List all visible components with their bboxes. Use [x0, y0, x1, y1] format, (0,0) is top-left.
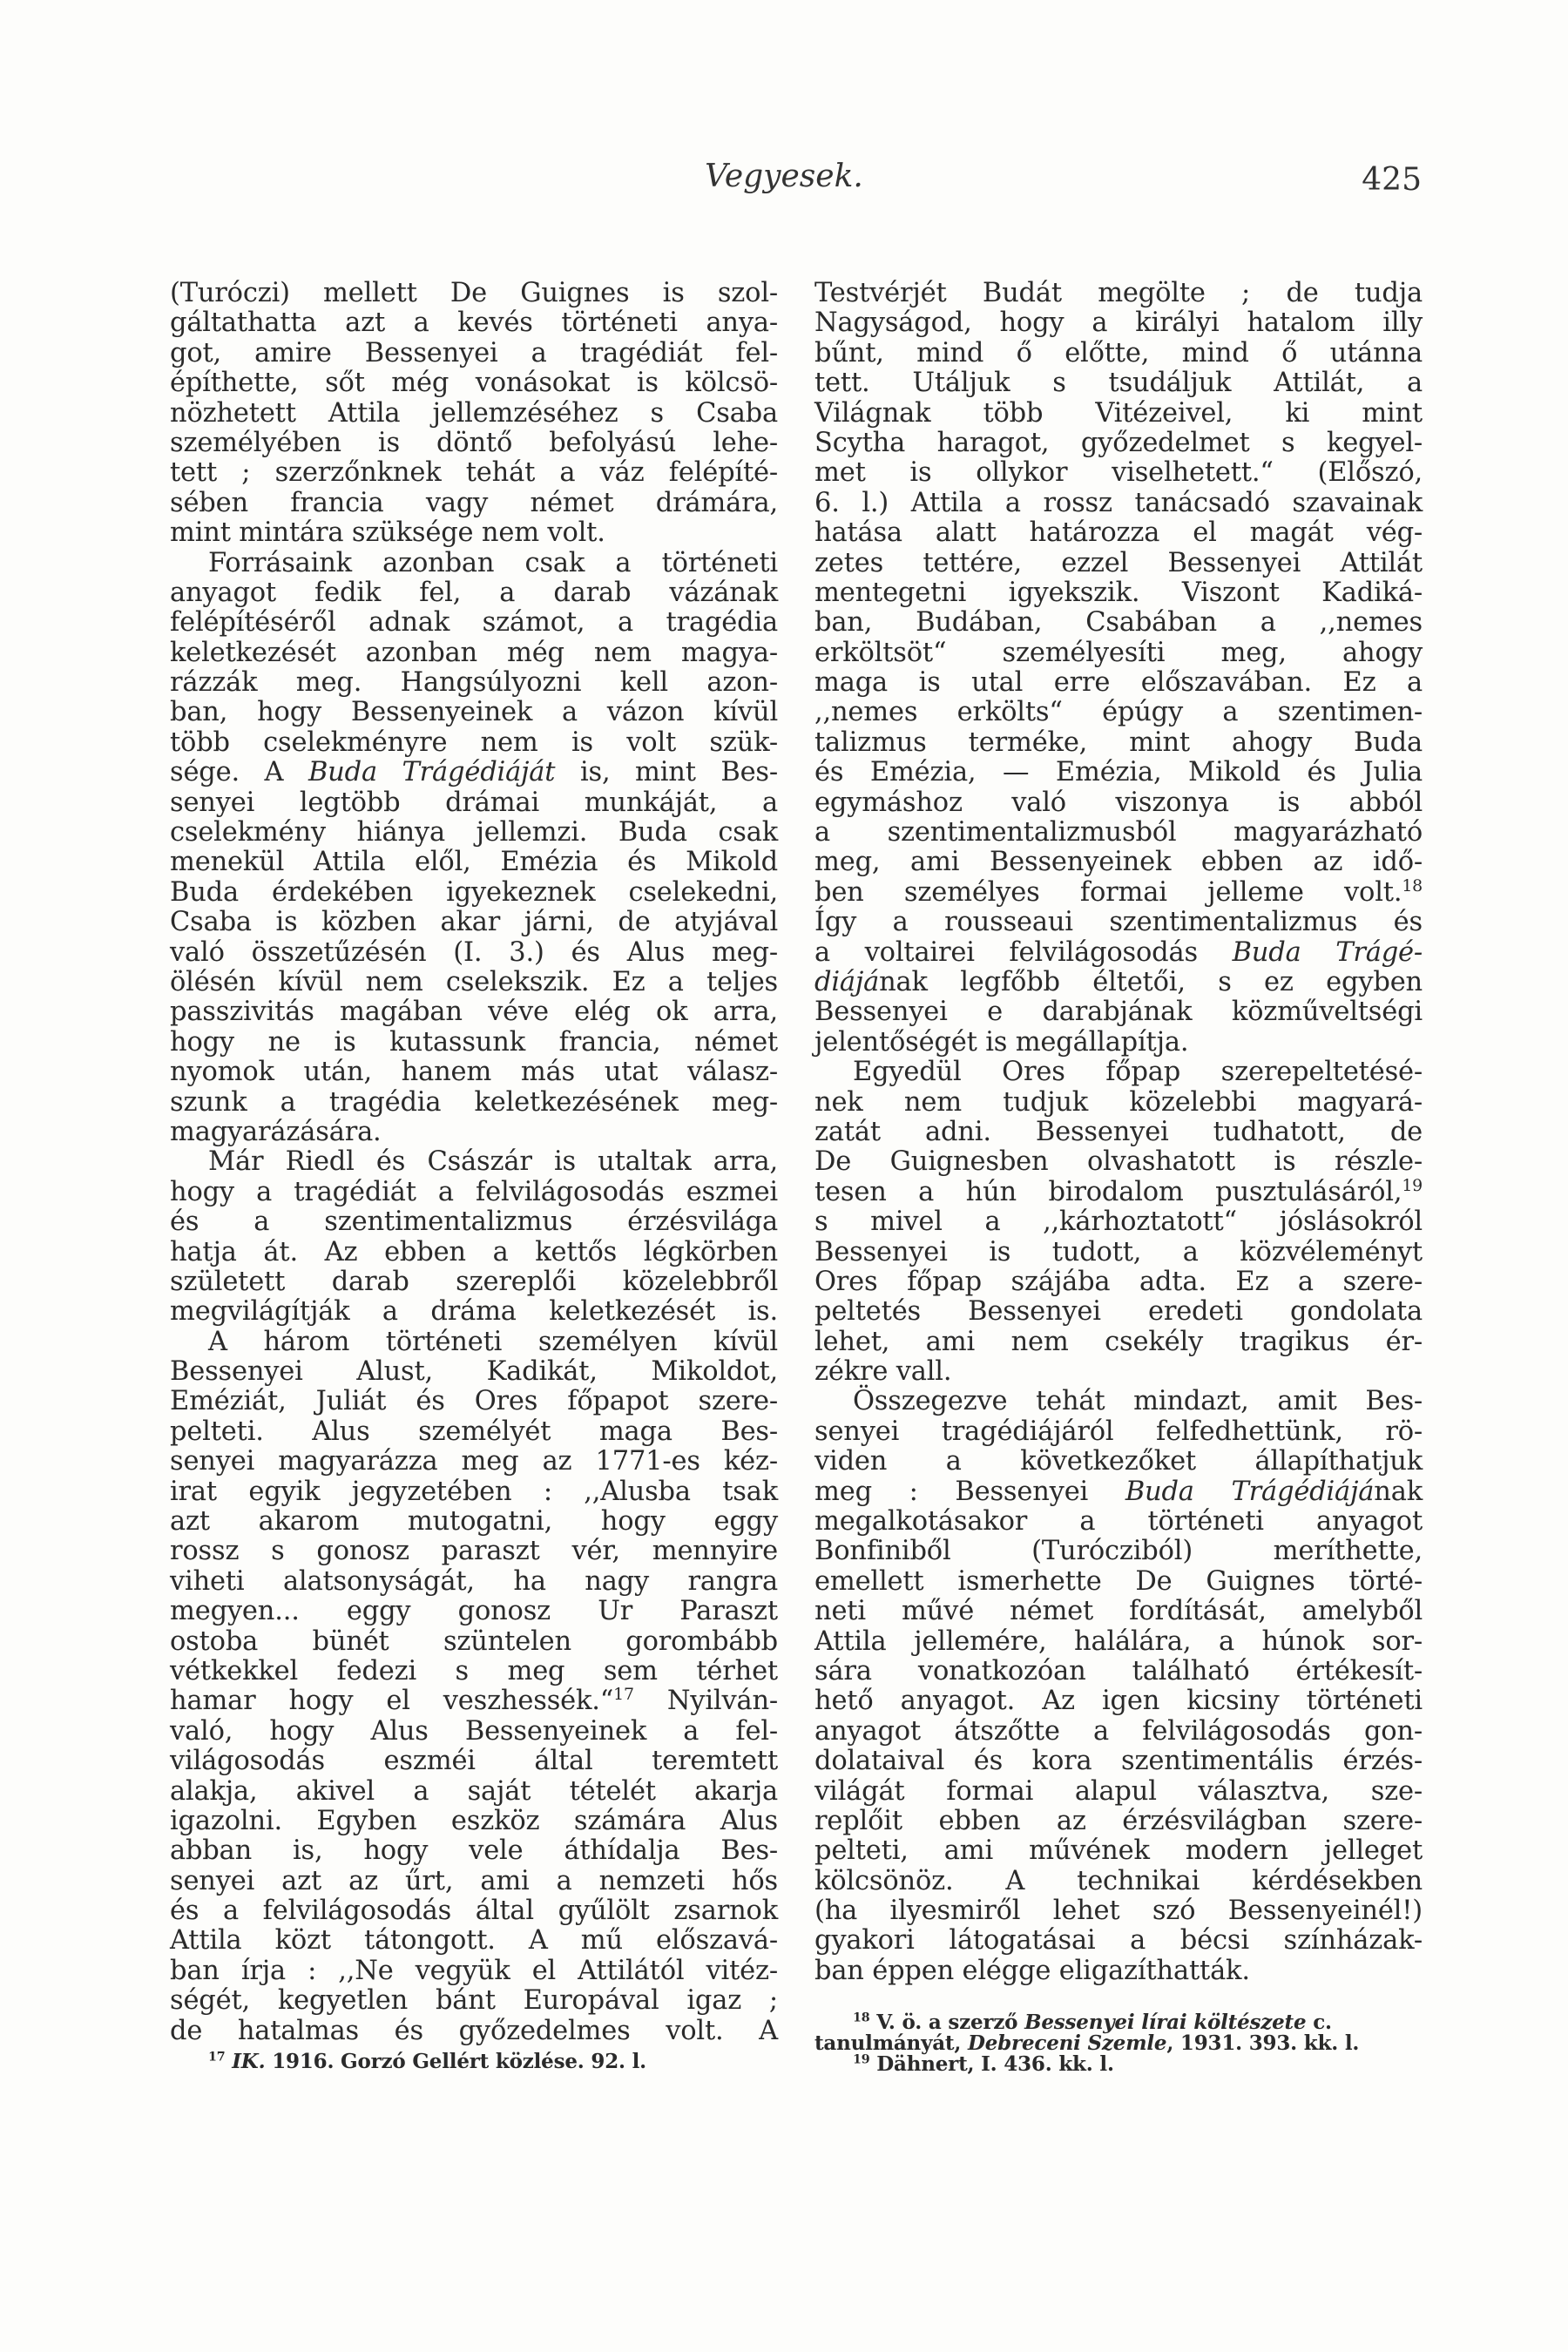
page-number: 425	[1362, 162, 1422, 198]
text-line: született darab szereplői közelebbről	[170, 1266, 778, 1297]
text-line: egymáshoz való viszonya is abból	[814, 787, 1423, 818]
text-line: menekül Attila elől, Emézia és Mikold	[170, 847, 778, 878]
text-line: és a felvilágosodás által gyűlölt zsarnok	[170, 1896, 778, 1927]
text-line: megyen... eggy gonosz Ur Paraszt	[170, 1596, 778, 1627]
right-column	[814, 279, 1423, 2075]
quote-after: Nyilván-	[666, 1686, 779, 1717]
footnote-mark-18: 18	[853, 2011, 870, 2025]
text-line: Testvérjét Budát megölte ; de tudja	[814, 278, 1423, 308]
text-line: felépítéséről adnak számot, a tragédia	[170, 607, 778, 639]
text-line: Ores főpap szájába adta. Ez a szere-	[814, 1266, 1423, 1297]
text-line: szunk a tragédia keletkezésének meg-	[170, 1086, 778, 1118]
text-line: ségét, kegyetlen bánt Europával igaz ;	[170, 1985, 778, 2017]
text-line: passzivitás magában véve elég ok arra,	[170, 997, 778, 1028]
text-line: jelentőségét is megállapítja.	[814, 1026, 1189, 1058]
text-line: anyagot fedik fel, a darab vázának	[170, 577, 778, 608]
text-line: Buda érdekében igyekeznek cselekedni,	[170, 876, 778, 908]
text-line: irat egyik jegyzetében : ,,Alusba tsak	[170, 1476, 778, 1507]
text-line: Bessenyei is tudott, a közvéleményt	[814, 1236, 1423, 1267]
text-line: lehet, ami nem csekély tragikus ér-	[814, 1326, 1423, 1357]
text-line: abban is, hogy vele áthídalja Bes-	[170, 1835, 778, 1867]
text-line: rázzák meg. Hangsúlyozni kell azon-	[170, 667, 778, 699]
sentence: tesen a hún birodalom pusztulásáról,	[814, 1176, 1402, 1207]
text-line: replőit ebben az érzésvilágban szere-	[814, 1805, 1423, 1836]
text-line: Bessenyei e darabjának közműveltségi	[814, 997, 1423, 1028]
text-line: való összetűzésén (I. 3.) és Alus meg-	[170, 936, 778, 968]
text-line: got, amire Bessenyei a tragédiát fel-	[170, 337, 778, 368]
text-line: sára vonatkozóan található értékesít-	[814, 1655, 1423, 1686]
text-line: talizmus terméke, mint ahogy Buda	[814, 727, 1423, 758]
footnote-text: 1916. Gorzó Gellért közlése. 92. l.	[265, 2050, 646, 2074]
text-line: nözhetett Attila jellemzéséhez s Csaba	[170, 397, 778, 429]
text-line: zatát adni. Bessenyei tudhatott, de	[814, 1116, 1423, 1147]
text-line-italic-title: sége. A Buda Trágédiáját is, mint Bes-	[170, 757, 778, 788]
text-line: (Turóczi) mellett De Guignes is szol-	[170, 278, 778, 308]
left-column	[170, 279, 778, 2072]
text-line: zékre vall.	[814, 1356, 952, 1388]
text-line: Világnak több Vitézeivel, ki mint	[814, 397, 1423, 429]
text-line: Egyedül Ores főpap szerepeltetésé-	[853, 1057, 1423, 1088]
text-line: mint mintára szüksége nem volt.	[170, 517, 605, 549]
italic-title: Buda Trágédiáját	[308, 757, 556, 788]
text-line: Összegezve tehát mindazt, amit Bes-	[853, 1386, 1423, 1417]
footnote-text: V. ö. a szerző	[869, 2011, 1025, 2035]
text-line: senyei tragédiájáról felfedhettünk, rö-	[814, 1416, 1423, 1447]
italic-title: Buda Trágé-	[1232, 936, 1423, 968]
text-line: A három történeti személyen kívül	[208, 1326, 778, 1357]
text-line-footnote-ref	[814, 1175, 1423, 1207]
text-line: emellett ismerhette De Guignes törté-	[814, 1565, 1423, 1597]
text-line: nek nem tudjuk közelebbi magyará-	[814, 1086, 1423, 1118]
text-line: erköltsöt“ személyesíti meg, ahogy	[814, 637, 1423, 668]
text-line: De Guignesben olvashatott is részle-	[814, 1146, 1423, 1178]
footnote-text: , 1931. 393. kk. l.	[1166, 2031, 1360, 2056]
footnote-18-cont	[814, 2033, 1423, 2054]
text-line: nyomok után, hanem más utat válasz-	[170, 1057, 778, 1088]
footnote-text: c.	[1306, 2011, 1332, 2035]
section-title: Vegyesek.	[705, 159, 863, 194]
text-line: peltetés Bessenyei eredeti gondolata	[814, 1296, 1423, 1328]
text-line: (ha ilyesmiről lehet szó Bessenyeinél!)	[814, 1896, 1423, 1927]
text-line: igazolni. Egyben eszköz számára Alus	[170, 1805, 778, 1836]
text-line: senyei legtöbb drámai munkáját, a	[170, 787, 778, 818]
footnote-17	[170, 2051, 778, 2072]
text-line: Attila közt tátongott. A mű előszavá-	[170, 1925, 778, 1957]
text-line: Így a rousseaui szentimentalizmus és	[814, 907, 1423, 938]
text-line: Forrásaink azonban csak a történeti	[208, 547, 778, 578]
text-line: tett ; szerzőnknek tehát a váz felépíté-	[170, 457, 778, 489]
text-line: maga is utal erre előszavában. Ez a	[814, 667, 1423, 699]
text-line: azt akarom mutogatni, hogy eggy	[170, 1506, 778, 1538]
footnote-ref-19: 19	[1402, 1175, 1423, 1195]
text-line: Bessenyei Alust, Kadikát, Mikoldot,	[170, 1356, 778, 1388]
footnote-journal: Debreceni Szemle	[967, 2031, 1167, 2056]
text-line: neti művé német fordítását, amelyből	[814, 1596, 1423, 1627]
footnote-mark-19: 19	[853, 2052, 870, 2067]
text-line: hogy a tragédiát a felvilágosodás eszmei	[170, 1176, 778, 1207]
text-line: hatása alatt határozza el magát vég-	[814, 517, 1423, 549]
text-line: met is ollykor viselhetett.“ (Előszó,	[814, 457, 1423, 489]
text-line: hető anyagot. Az igen kicsiny történeti	[814, 1686, 1423, 1717]
text-line: ban, Budában, Csabában a ,,nemes	[814, 607, 1423, 639]
sentence: ben személyes formai jelleme volt.	[814, 876, 1402, 908]
footnotes-right	[814, 2012, 1423, 2075]
text-line: cselekmény hiánya jellemzi. Buda csak	[170, 817, 778, 848]
footnote-ref-18: 18	[1402, 875, 1423, 896]
text-line: s mivel a ,,kárhoztatott“ jóslásokról	[814, 1206, 1423, 1238]
text-line: de hatalmas és győzedelmes volt. A	[170, 2015, 778, 2046]
text-line: bűnt, mind ő előtte, mind ő utánna	[814, 337, 1423, 368]
text-line: ,,nemes erkölts“ épúgy a szentimen-	[814, 697, 1423, 728]
running-head	[0, 159, 1568, 211]
text-line: Attila jellemére, halálára, a húnok sor-	[814, 1625, 1423, 1657]
text-line: Bonfiniből (Turócziból) meríthette,	[814, 1536, 1423, 1567]
footnote-title: Bessenyei lírai költészete	[1024, 2011, 1307, 2035]
text-line: Már Riedl és Császár is utaltak arra,	[208, 1146, 778, 1178]
text-line: kölcsönöz. A technikai kérdésekben	[814, 1865, 1423, 1896]
footnote-source: IK.	[232, 2050, 266, 2074]
text-line: való, hogy Alus Bessenyeinek a fel-	[170, 1715, 778, 1747]
text-line-italic-title: a voltairei felvilágosodás Buda Trágé-	[814, 936, 1423, 968]
text-line: keletkezését azonban még nem magya-	[170, 637, 778, 668]
footnote-text: Dähnert, I. 436. kk. l.	[869, 2052, 1114, 2077]
text-line: megvilágítják a dráma keletkezését is.	[170, 1296, 778, 1328]
italic-title: diájá	[814, 966, 880, 997]
text-line: alakja, akivel a saját tételét akarja	[170, 1775, 778, 1807]
text-line: tett. Utáljuk s tsudáljuk Attilát, a	[814, 368, 1423, 399]
text-line: Nagyságod, hogy a királyi hatalom illy	[814, 308, 1423, 339]
text-line: vétkekkel fedezi s meg sem térhet	[170, 1655, 778, 1686]
text-line: és a szentimentalizmus érzésvilága	[170, 1206, 778, 1238]
text-line: ban, hogy Bessenyeinek a vázon kívül	[170, 697, 778, 728]
text-line: zetes tettére, ezzel Bessenyei Attilát	[814, 547, 1423, 578]
text-line: senyei azt az űrt, ami a nemzeti hős	[170, 1865, 778, 1896]
text-line-italic-title: meg : Bessenyei Buda Trágédiájának	[814, 1476, 1423, 1507]
text-line: ölésén kívül nem cselekszik. Ez a teljes	[170, 966, 778, 997]
text-line: Scytha haragot, győzedelmet s kegyel-	[814, 427, 1423, 458]
text-line: ostoba bünét szüntelen gorombább	[170, 1625, 778, 1657]
text-line: a szentimentalizmusból magyarázható	[814, 817, 1423, 848]
text-line: senyei magyarázza meg az 1771-es kéz-	[170, 1446, 778, 1477]
text-line-italic-title: diájának legfőbb éltetői, s ez egyben	[814, 966, 1423, 997]
text-line: viden a következőket állapíthatjuk	[814, 1446, 1423, 1477]
text-line: világát formai alapul választva, sze-	[814, 1775, 1423, 1807]
text-line-footnote-ref	[170, 1686, 778, 1716]
italic-title: Buda Trágédiájá	[1125, 1476, 1375, 1507]
text-line: személyében is döntő befolyású lehe-	[170, 427, 778, 458]
text-line: anyagot átszőtte a felvilágosodás gon-	[814, 1715, 1423, 1747]
text-line: Csaba is közben akar járni, de atyjával	[170, 907, 778, 938]
quote-end: hamar hogy el veszhessék.“	[170, 1686, 614, 1717]
footnote-text: tanulmányát,	[814, 2031, 968, 2056]
text-line: mentegetni igyekszik. Viszont Kadiká-	[814, 577, 1423, 608]
footnote-mark-17: 17	[208, 2050, 226, 2065]
text-line: pelteti, ami művének modern jelleget	[814, 1835, 1423, 1867]
footnote-ref-17: 17	[613, 1685, 634, 1705]
text-line: hatja át. Az ebben a kettős légkörben	[170, 1236, 778, 1267]
text-line: 6. l.) Attila a rossz tanácsadó szavainak	[814, 487, 1423, 518]
text-line: hogy ne is kutassunk francia, német	[170, 1026, 778, 1058]
footnote-18	[814, 2012, 1423, 2033]
text-line: ban éppen elégge eligazíthatták.	[814, 1955, 1250, 1986]
text-line: ban írja : ,,Ne vegyük el Attilától vitéz-	[170, 1955, 778, 1986]
text-line: pelteti. Alus személyét maga Bes-	[170, 1416, 778, 1447]
text-line: viheti alatsonyságát, ha nagy rangra	[170, 1565, 778, 1597]
text-line: gyakori látogatásai a bécsi színházak-	[814, 1925, 1423, 1957]
text-line: rossz s gonosz paraszt vér, mennyire	[170, 1536, 778, 1567]
text-line: meg, ami Bessenyeinek ebben az idő-	[814, 847, 1423, 878]
text-line: építhette, sőt még vonásokat is kölcsö-	[170, 368, 778, 399]
text-line-footnote-ref	[814, 875, 1423, 908]
text-line: sében francia vagy német drámára,	[170, 487, 778, 518]
text-line: dolataival és kora szentimentális érzés-	[814, 1746, 1423, 1777]
text-line: megalkotásakor a történeti anyagot	[814, 1506, 1423, 1538]
text-line: magyarázására.	[170, 1116, 382, 1147]
text-line: világosodás eszméi által teremtett	[170, 1746, 778, 1777]
text-line: és Emézia, — Emézia, Mikold és Julia	[814, 757, 1423, 788]
footnote-19	[814, 2054, 1423, 2075]
footnotes-left	[170, 2051, 778, 2072]
text-line: gáltathatta azt a kevés történeti anya-	[170, 308, 778, 339]
text-line: Eméziát, Juliát és Ores főpapot szere-	[170, 1386, 778, 1417]
text-line: több cselekményre nem is volt szük-	[170, 727, 778, 758]
